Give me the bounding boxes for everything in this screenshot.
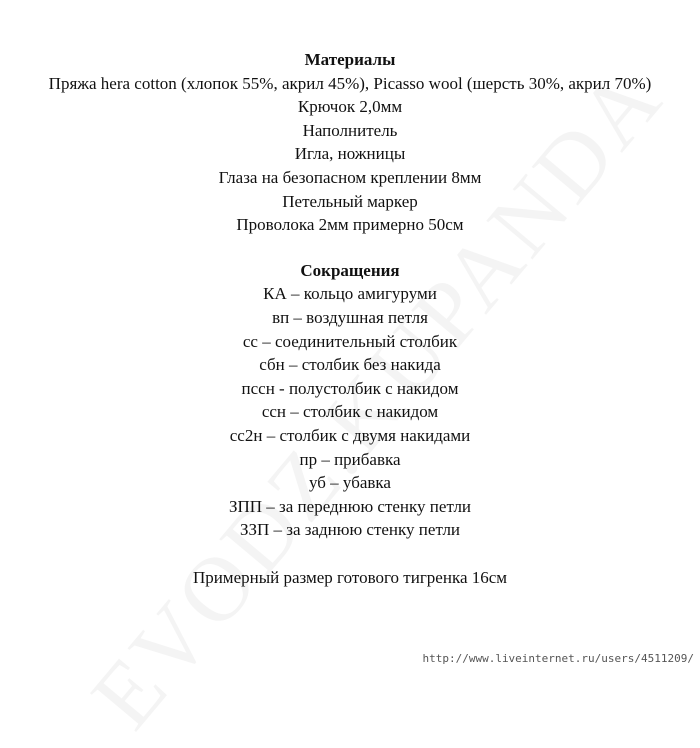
abbreviation-item: сбн – столбик без накида — [259, 355, 441, 375]
materials-heading: Материалы — [304, 50, 396, 69]
section-spacer — [0, 237, 700, 259]
abbreviation-item: сс – соединительный столбик — [242, 331, 458, 351]
materials-item: Глаза на безопасном креплении 8мм — [218, 167, 482, 187]
materials-item: Проволока 2мм примерно 50см — [236, 215, 464, 235]
materials-section — [0, 48, 700, 237]
abbreviations-section — [0, 259, 700, 542]
abbreviation-item: пссн - полустолбик с накидом — [241, 378, 459, 398]
abbreviation-item: уб – убавка — [309, 473, 391, 493]
materials-item: Петельный маркер — [282, 191, 418, 211]
materials-item: Наполнитель — [302, 120, 398, 140]
materials-item: Игла, ножницы — [294, 144, 406, 164]
section-spacer — [0, 542, 700, 566]
abbreviation-item: пр – прибавка — [299, 449, 401, 469]
abbreviation-item: ЗПП – за переднюю стенку петли — [228, 496, 472, 516]
abbreviation-item: сс2н – столбик с двумя накидами — [229, 425, 471, 445]
abbreviation-item: ЗЗП – за заднюю стенку петли — [239, 520, 461, 540]
abbreviations-heading: Сокращения — [300, 260, 400, 280]
abbreviation-item: КА – кольцо амигуруми — [263, 284, 437, 304]
abbreviation-item: ссн – столбик с накидом — [261, 402, 439, 422]
materials-item: Крючок 2,0мм — [297, 97, 403, 117]
abbreviation-item: вп – воздушная петля — [272, 307, 428, 327]
document-body — [0, 48, 700, 589]
materials-item: Пряжа hera cotton (хлопок 55%, акрил 45%), Picasso wool (шерсть 30%, акрил 70%) — [48, 73, 652, 93]
footer-url[interactable]: http://www.liveinternet.ru/users/4511209/ — [422, 652, 694, 665]
size-note: Примерный размер готового тигренка 16см — [192, 567, 508, 587]
